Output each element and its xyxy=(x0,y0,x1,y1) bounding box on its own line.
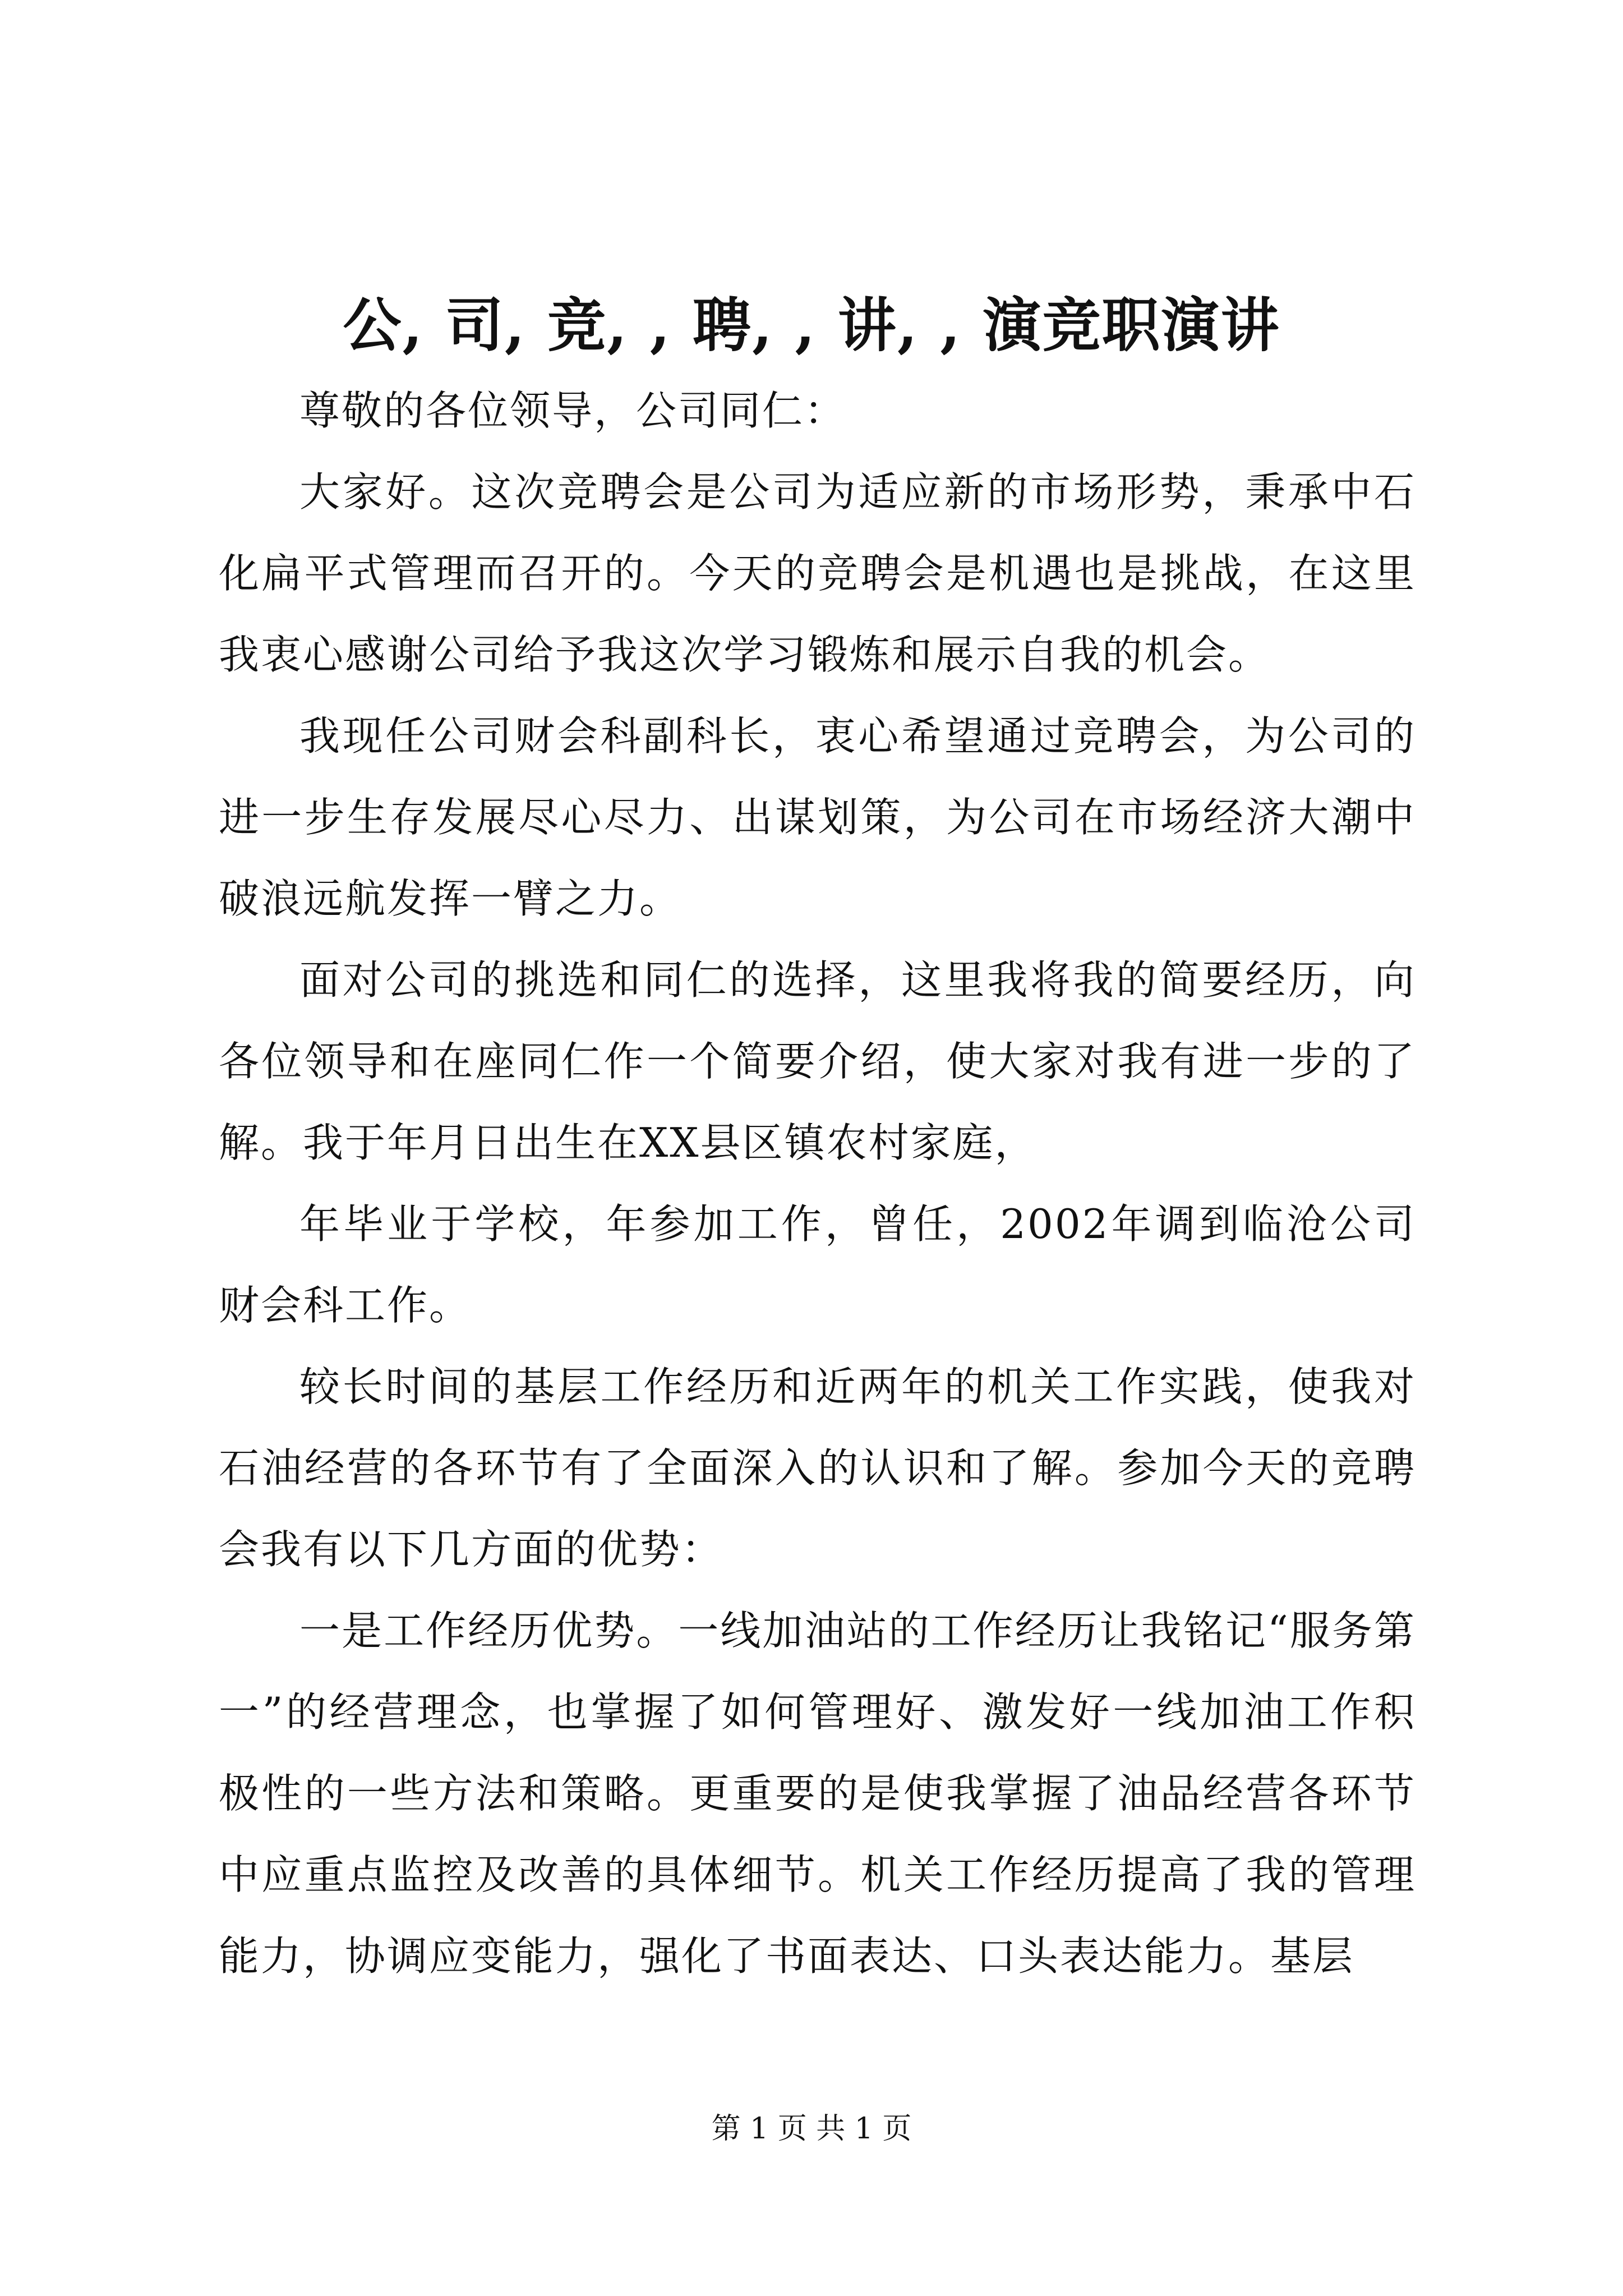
document-body xyxy=(219,370,1416,1997)
page-footer: 第 1 页 共 1 页 xyxy=(711,2112,912,2146)
paragraph-current-position: 我现任公司财会科副科长，衷心希望通过竞聘会，为公司的进一步生存发展尽心尽力、出谋划策，为公司在市场经济大潮中破浪远航发挥一臂之力。 xyxy=(219,712,1416,922)
paragraph-experience: 较长时间的基层工作经历和近两年的机关工作实践，使我对石油经营的各环节有了全面深入的认识和了解。参加今天的竞聘会我有以下几方面的优势： xyxy=(219,1363,1416,1573)
paragraph-salutation: 尊敬的各位领导，公司同仁： xyxy=(299,387,847,434)
document-title: 公, 司, 竞, , 聘, , 讲, , 演竞职演讲 xyxy=(343,291,1280,360)
paragraph-career: 年毕业于学校，年参加工作，曾任，2002年调到临沧公司财会科工作。 xyxy=(219,1200,1416,1329)
paragraph-advantage-one: 一是工作经历优势。一线加油站的工作经历让我铭记“服务第一”的经营理念，也掌握了如何管理好、激发好一线加油工作积极性的一些方法和策略。更重要的是使我掌握了油品经营各环节中应重点监控及改善的具体细节。机关工作经历提高了我的管理能力，协调应变能力，强化了书面表达、口头表达能力。基层 xyxy=(219,1607,1416,1980)
paragraph-greeting: 大家好。这次竞聘会是公司为适应新的市场形势，秉承中石化扁平式管理而召开的。今天的竞聘会是机遇也是挑战，在这里我衷心感谢公司给予我这次学习锻炼和展示自我的机会。 xyxy=(219,468,1416,678)
paragraph-introduction: 面对公司的挑选和同仁的选择，这里我将我的简要经历，向各位领导和在座同仁作一个简要介绍，使大家对我有进一步的了解。我于年月日出生在XX县区镇农村家庭， xyxy=(219,956,1416,1166)
